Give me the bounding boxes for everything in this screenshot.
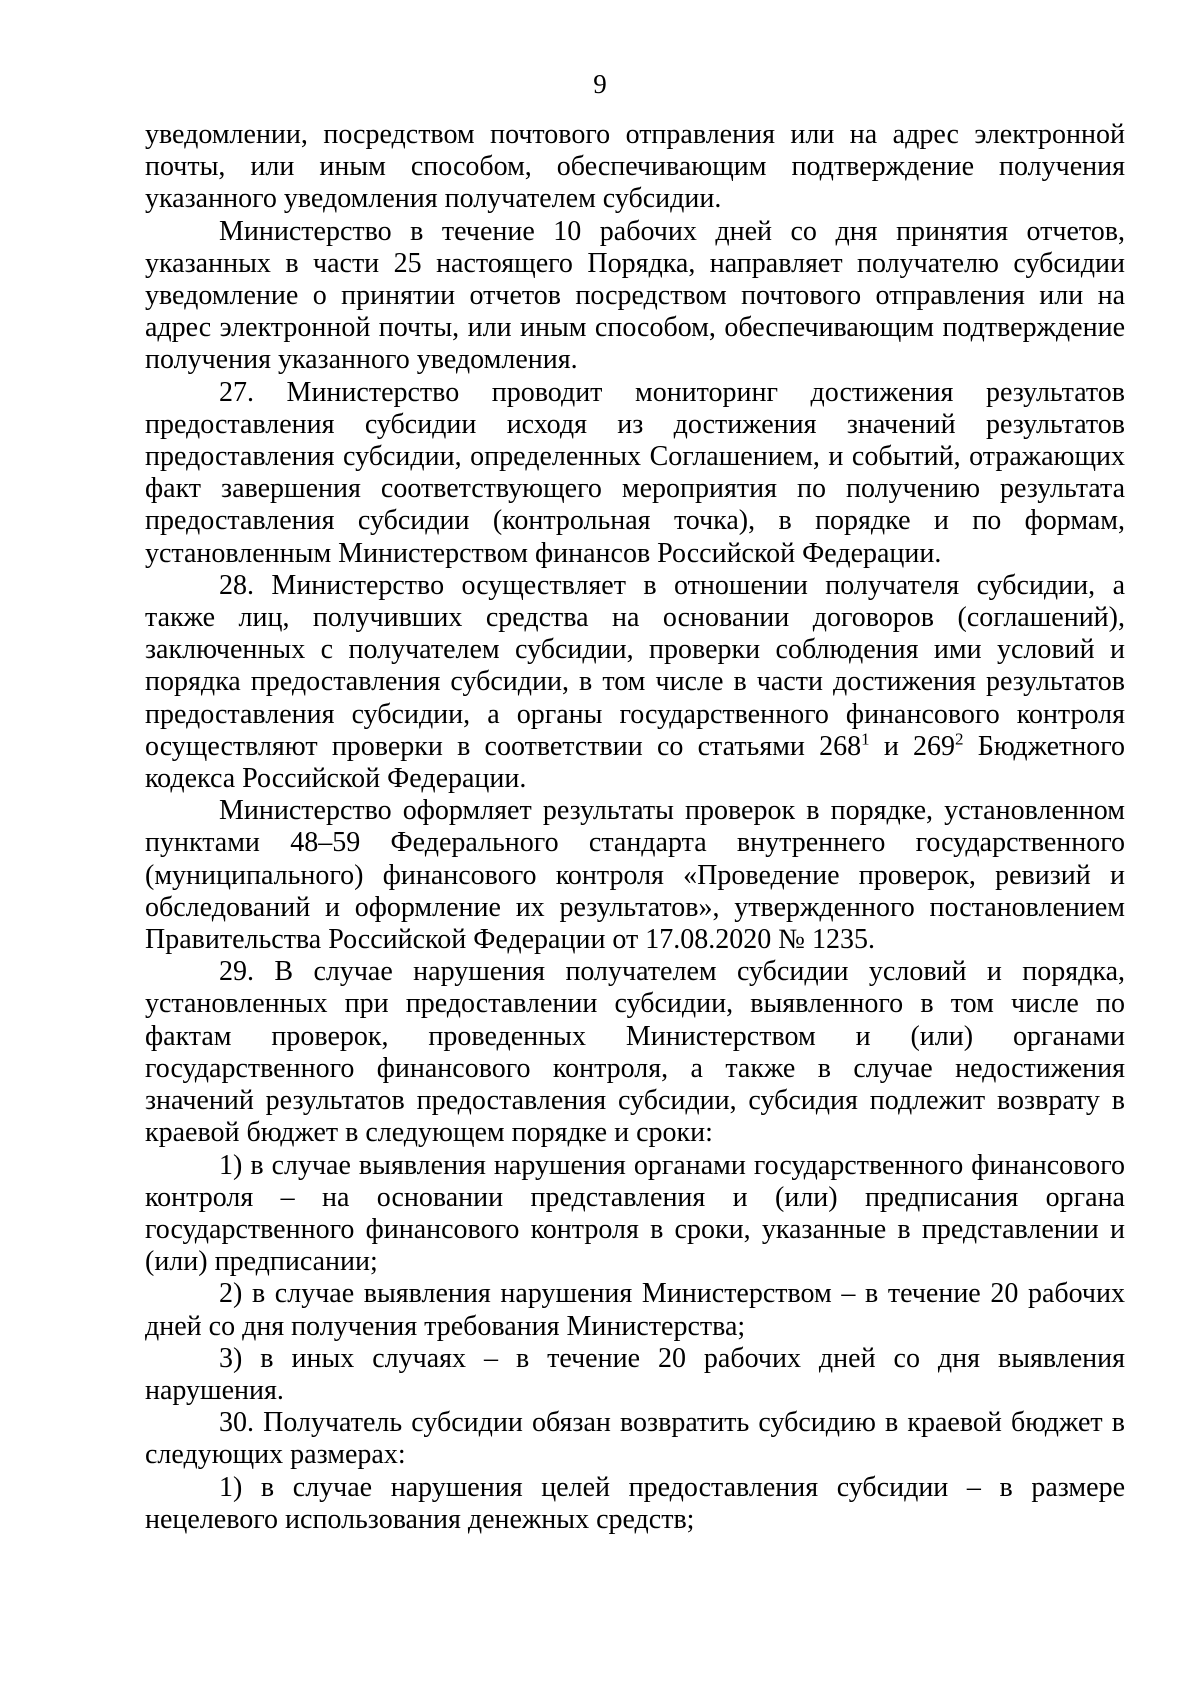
- document-body: [145, 119, 1125, 1536]
- paragraph-inspection-results: Министерство оформляет результаты проверок в порядке, установленном пунктами 48–59 Федерального стандарта внутреннего государственного (муниципального) финансового контроля «Проведение проверок, ревизий и обследований и оформление их результатов», утвержденного постановлением Правительства Российской Федерации от 17.08.2020 № 1235.: [145, 795, 1125, 956]
- paragraph-29-violations: 29. В случае нарушения получателем субсидии условий и порядка, установленных при предоставлении субсидии, выявленного в том числе по фактам проверок, проведенных Министерством и (или) органами государственного финансового контроля, а также в случае недостижения значений результатов предоставления субсидии, субсидия подлежит возврату в краевой бюджет в следующем порядке и сроки:: [145, 956, 1125, 1149]
- paragraph-ministry-notification: Министерство в течение 10 рабочих дней со дня принятия отчетов, указанных в части 25 настоящего Порядка, направляет получателю субсидии уведомление о принятии отчетов посредством почтового отправления или на адрес электронной почты, или иным способом, обеспечивающим подтверждение получения указанного уведомления.: [145, 215, 1125, 376]
- paragraph-28-text-end: Бюджетного кодекса Российской Федерации.: [145, 730, 1125, 795]
- list-item-30-1: 1) в случае нарушения целей предоставления субсидии – в размере нецелевого использования денежных средств;: [145, 1471, 1125, 1535]
- list-item-29-3: 3) в иных случаях – в течение 20 рабочих дней со дня выявления нарушения.: [145, 1342, 1125, 1406]
- superscript-2: 2: [955, 729, 964, 749]
- superscript-1: 1: [861, 729, 870, 749]
- list-item-29-2: 2) в случае выявления нарушения Министерством – в течение 20 рабочих дней со дня получения требования Министерства;: [145, 1278, 1125, 1342]
- paragraph-28-inspections: [145, 570, 1125, 795]
- paragraph-28-text: 28. Министерство осуществляет в отношении получателя субсидии, а также лиц, получивших средства на основании договоров (соглашений), заключенных с получателем субсидии, проверки соблюдения ими условий и порядка предоставления субсидии, в том числе в части достижения результатов предоставления субсидии, а органы государственного финансового контроля осуществляют проверки в соответствии со статьями 268: [145, 569, 1125, 762]
- page-number: 9: [593, 69, 607, 99]
- paragraph-30-refund: 30. Получатель субсидии обязан возвратить субсидию в краевой бюджет в следующих размерах:: [145, 1407, 1125, 1471]
- paragraph-28-text-middle: и 269: [869, 730, 956, 762]
- list-item-29-1: 1) в случае выявления нарушения органами государственного финансового контроля – на основании представления и (или) предписания органа государственного финансового контроля в сроки, указанные в представлении и (или) предписании;: [145, 1149, 1125, 1278]
- paragraph-27-monitoring: 27. Министерство проводит мониторинг достижения результатов предоставления субсидии исходя из достижения значений результатов предоставления субсидии, определенных Соглашением, и событий, отражающих факт завершения соответствующего мероприятия по получению результата предоставления субсидии (контрольная точка), в порядке и по формам, установленным Министерством финансов Российской Федерации.: [145, 376, 1125, 569]
- paragraph-continuation: уведомлении, посредством почтового отправления или на адрес электронной почты, или иным способом, обеспечивающим подтверждение получения указанного уведомления получателем субсидии.: [145, 119, 1125, 215]
